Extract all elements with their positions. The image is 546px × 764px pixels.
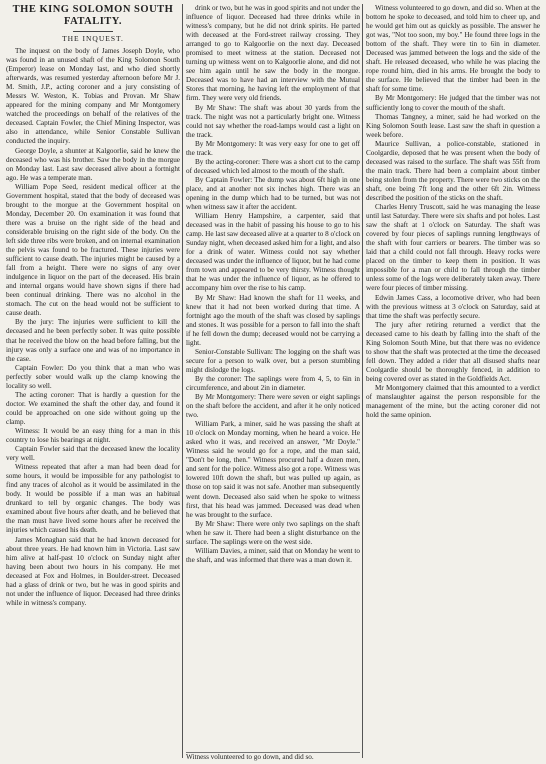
paragraph: By Mr Montgomery: He judged that the timber was not sufficiently long to cover the mouth of the shaft. bbox=[366, 94, 540, 112]
paragraph: By Mr Shaw: Had known the shaft for 11 weeks, and knew that it had not been worked during that time. A fortnight ago the mouth of the shaft was closed by saplings and stones. It was possible for a person to fall into the shaft if he fell down the dump; deceased would not be carrying a light. bbox=[186, 293, 360, 347]
paragraph: By the coroner: The saplings were from 4, 5, to 6in in circumference, and about 2in in diameter. bbox=[186, 374, 360, 392]
paragraph: William Davies, a miner, said that on Monday he went to the shaft, and was informed that there was a man down it. bbox=[186, 546, 360, 564]
paragraph: William Henry Hampshire, a carpenter, said that deceased was in the habit of passing his house to go to his camp. He last saw deceased alive at a quarter to 8 o'clock on Sunday night, when deceased asked him for a light, and also for a drink of water. Witness could not say whether deceased was under the influence of liquor, but he had come from town and appeared to be very thirsty. Witness thought that he was under the influence of liquor, as he offered to accompany him over the rise to his camp. bbox=[186, 212, 360, 293]
paragraph: drink or two, but he was in good spirits and not under the influence of liquor. Deceased had three drinks while in witness's company, but he did not drink spirits. He parted with deceased at the Ford-street railway crossing. They arranged to go to Kalgoorlie on the next day. Deceased promised to meet witness at the station. Deceased not turning up witness went on to Kalgoorlie alone, and did not see him again until he saw the body in the morgue. Deceased was to have had an interview with the Mutual Stores that morning, he having left the employment of that firm. They were very old friends. bbox=[186, 4, 360, 103]
column-divider-2 bbox=[362, 4, 363, 758]
column-3 bbox=[366, 4, 540, 549]
article-subheading: THE INQUEST. bbox=[62, 34, 124, 43]
paragraph: By the jury: The injuries were sufficient to kill the deceased and he been perfectly sober. It was quite possible that he received the blow on the head before falling, but the injury was only a surface one and was of no importance in the case. bbox=[6, 318, 180, 363]
paragraph: Captain Fowler said that the deceased knew the locality very well. bbox=[6, 445, 180, 463]
paragraph: James Monaghan said that he had known deceased for about three years. He had known him in Victoria. Last saw him alive at half-past 10 o'clock on Sunday night after having been about two hours in his company. He met deceased at Fox and Holmes, in Boulder-street. Deceased had a glass of drink or two, but he was in good spirits and not under the influence of liquor. Deceased had three drinks while in witness's company. bbox=[6, 535, 180, 607]
paragraph: Maurice Sullivan, a police-constable, stationed in Coolgardie, deposed that he was present when the body of deceased was raised to the surface. The shaft was 55ft from the main track. There had been a complaint about timber being stolen from the property. There were two sticks on the shaft, one being 7ft long and the other 6ft 2in. Witness described the position of the sticks on the shaft. bbox=[366, 139, 540, 202]
paragraph: Witness volunteered to go down, and did so. When at the bottom he spoke to deceased, and told him to cheer up, and he would get him out as quickly as possible. The answer he got was, "Not too soon, my boy." He found three logs in the bottom of the shaft. They were tin to 6in in diameter. Deceased was jammed between the logs and the side of the shaft. He released deceased, who while he was placing the rope round him, died in his arms. He brought the body to the surface. He believed that the timber had been in the shaft for some time. bbox=[366, 4, 540, 94]
column-3-text bbox=[366, 4, 540, 420]
paragraph: Captain Fowler: Do you think that a man who was perfectly sober would walk up the clamp knowing the locality so well. bbox=[6, 363, 180, 390]
column-2-text bbox=[186, 4, 360, 565]
column-2 bbox=[186, 4, 360, 752]
paragraph: George Doyle, a shunter at Kalgoorlie, said he knew the deceased who was his brother. Saw the body in the morgue on Monday last. Last saw deceased alive about a fortnight ago. He was a temperate man. bbox=[6, 146, 180, 182]
paragraph: William Pope Seed, resident medical officer at the Government hospital, stated that the body of deceased was brought to the morgue at the Government hospital on Monday, December 20. On examination it was found that there was a bruise on the right side of the head and considerable bruising on the right side of the body. On the left side three ribs were broken, and on internal examination the pelvis was found to be fractured. These injuries were sufficient to cause death. The injuries might be caused by a fall from a height. There were no signs of any over indulgence in liquor on the part of the deceased. His brain and internal organs would have shown signs if there had been continual drinking. There was no alcohol in the stomach. The cut on the head would not be sufficient to cause death. bbox=[6, 182, 180, 318]
paragraph: By Mr Montgomery: There were seven or eight saplings on the shaft before the accident, and after it he only noticed two. bbox=[186, 393, 360, 420]
paragraph: Edwin James Cass, a locomotive driver, who had been with the previous witness at 3 o'clock on Saturday, said at that time the shaft was perfectly secure. bbox=[366, 293, 540, 320]
paragraph: Witness repeated that after a man had been dead for some hours, it would be impossible for any pathologist to find any traces of alcohol as it would be assimilated in the body. It would be possible if a man was an habitual drunkard to tell by organic changes. The body was examined about five hours after death, and he believed that the man must have lived some hours after he received the injuries which caused his death. bbox=[6, 463, 180, 535]
paragraph: By Mr Shaw: The shaft was about 30 yards from the track. The night was not a particularly bright one. Witness could not say whether the road-lamps would cast a light on the track. bbox=[186, 103, 360, 139]
column-divider-1 bbox=[182, 4, 183, 758]
paragraph: Senior-Constable Sullivan: The logging on the shaft was secure for a person to walk over, but a person stumbling might dislodge the logs. bbox=[186, 347, 360, 374]
paragraph: The inquest on the body of James Joseph Doyle, who was found in an unused shaft of the King Solomon South (Emperor) lease on Monday last, and who died shortly afterwards, was resumed yesterday afternoon before Mr J. M. Smith, J.P., acting coroner and a jury consisting of Messrs W. Weston, K. Tobias and Provan. Mr Shaw appeared for the mining company and Mr Montgomery watched the proceedings on behalf of the relatives of the deceased. Captain Fowler, the Chief Mining Inspector, was also in attendance, while Senior Constable Sullivan conducted the inquiry. bbox=[6, 47, 180, 146]
paragraph: By Captain Fowler: The dump was about 6ft high in one place, and at another not six inches high. There was an opening in the dump which had to be turned, but was not when witness saw it after the accident. bbox=[186, 175, 360, 212]
paragraph: By the acting-coroner: There was a short cut to the camp of deceased which led almost to the mouth of the shaft. bbox=[186, 157, 360, 175]
paragraph: By Mr Montgomery: It was very easy for one to get off the track. bbox=[186, 139, 360, 157]
column-1 bbox=[6, 4, 180, 760]
column-2-footer-line: Witness volunteered to go down, and did so. bbox=[186, 752, 360, 762]
article-title: THE KING SOLOMON SOUTH FATALITY. bbox=[12, 4, 174, 27]
column-1-text bbox=[6, 47, 180, 608]
title-divider bbox=[73, 31, 113, 32]
paragraph: William Park, a miner, said he was passing the shaft at 10 o'clock on Monday morning, when he heard a voice. He asked who it was, and received an answer, "Mr Doyle." Witness said he would go for a rope, and the man said, "Don't be long, then." Witness procured half a dozen men, and sent for the police. Witness also got a rope. Witness was lowered 10ft down the shaft, but was pulled up again, as those on top said it was not safe. Another man subsequently went down. Deceased also said when he spoke to witness first, that his head was jammed. Deceased was dead when he was brought to the surface. bbox=[186, 420, 360, 519]
paragraph: By Mr Shaw: There were only two saplings on the shaft when he saw it. There had been a slight disturbance on the surface. The saplings were on the west side. bbox=[186, 519, 360, 546]
paragraph: The jury after retiring returned a verdict that the deceased came to his death by falling into the shaft of the King Solomon South Mine, but that there was no evidence to show that the shaft was protected at the time the deceased fell down. They added a rider that all disused shafts near Coolgardie should be thoroughly fenced, in addition to being covered over as stated in the Goldfields Act. bbox=[366, 320, 540, 383]
paragraph: Thomas Tangney, a miner, said he had worked on the King Solomon South lease. Last saw the shaft in question a week before. bbox=[366, 112, 540, 139]
paragraph: Charles Henry Truscott, said he was managing the lease until last Saturday. There were six shafts and pot holes. Last saw the shaft at 1 o'clock on Saturday. The shaft was covered by four pieces of saplings running lengthways of the shaft with four carriers or bearers. The timber was so laid that a child could not fall through. Heavy rocks were placed on the timber to keep them in position. It was impossible for a man or child to fall through the timber unless some of the logs were deliberately taken away. There were four pieces of timber missing. bbox=[366, 203, 540, 293]
paragraph: Mr Montgomery claimed that this amounted to a verdict of manslaughter against the person responsible for the management of the mine, but the acting coroner did not hold the same opinion. bbox=[366, 383, 540, 420]
paragraph: Witness: It would be an easy thing for a man in this country to lose his bearings at night. bbox=[6, 426, 180, 445]
paragraph: The acting coroner: That is hardly a question for the doctor. We examined the shaft the other day, and found it could be approached on one side without going up the clamp. bbox=[6, 390, 180, 426]
